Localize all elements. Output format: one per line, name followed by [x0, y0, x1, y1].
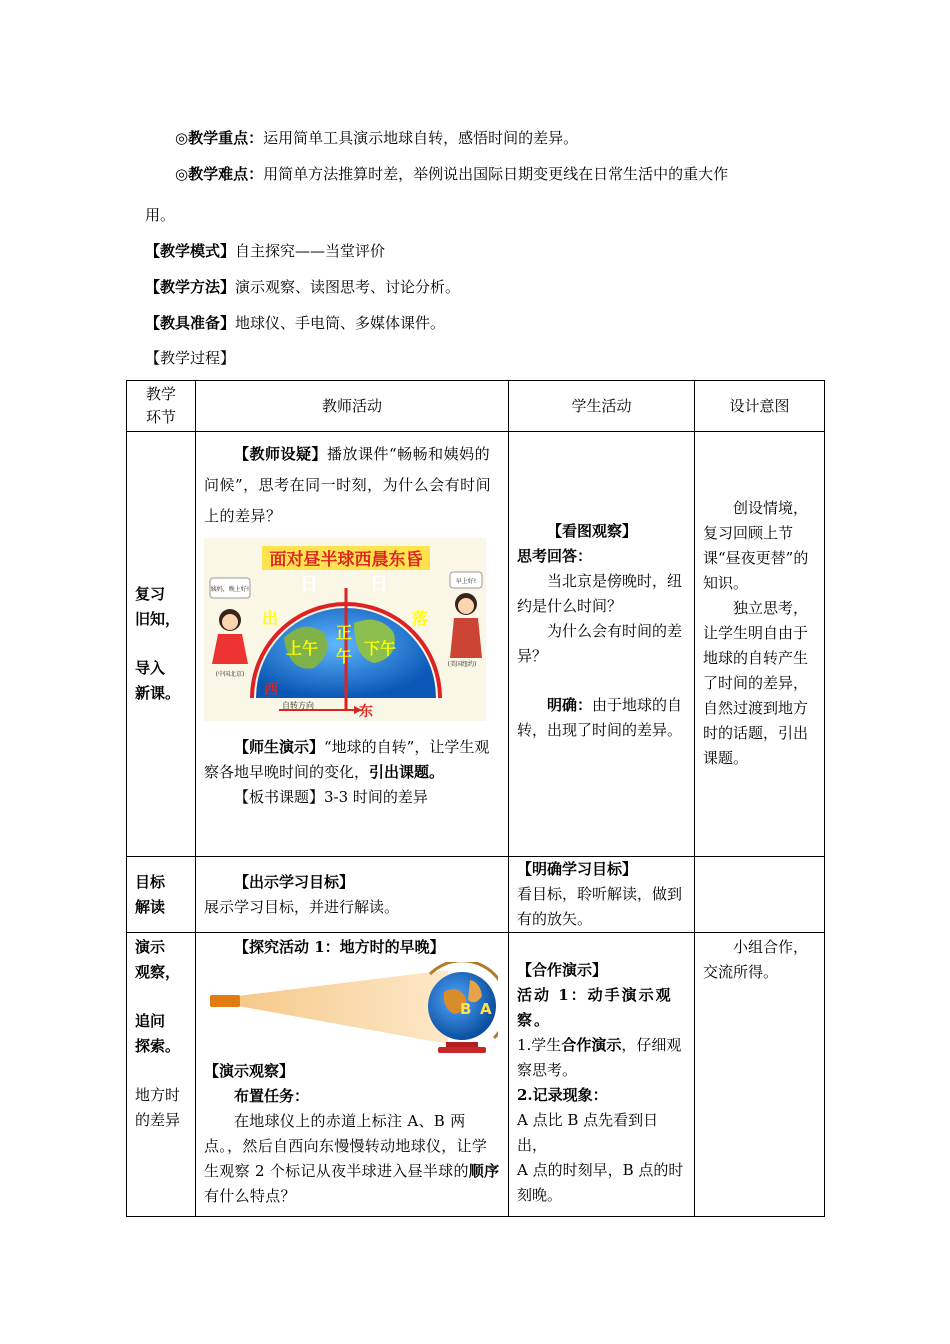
flashlight-body: [210, 995, 240, 1007]
student-label: 【看图观察】: [547, 522, 638, 540]
coop-step4: A 点的时刻早，B 点的时刻晚。: [517, 1161, 684, 1204]
coop-step3: A 点比 B 点先看到日出，: [517, 1111, 659, 1154]
teaching-prep: [145, 311, 820, 335]
task-text: [204, 1109, 500, 1209]
prep-label: 【教具准备】: [145, 314, 236, 332]
method-text: 演示观察、读图思考、讨论分析。: [235, 278, 461, 296]
student-gap: [517, 669, 686, 693]
stage-gap: [135, 985, 187, 1009]
figure-zheng: 正: [336, 623, 353, 642]
method-label: 【教学方法】: [145, 278, 236, 296]
goal-text: 展示学习目标，并进行解读。: [204, 898, 400, 916]
task-label-line: [204, 1084, 500, 1109]
demo-text: “地球的自转”，让学生观察各地早晚时间的变化，: [204, 738, 490, 781]
student-observe: [517, 519, 686, 544]
student-cell: [509, 432, 695, 857]
coop-step2-line: [517, 1083, 686, 1108]
stage-cell: [127, 432, 196, 857]
goal-label: 【出示学习目标】: [234, 873, 355, 891]
student-cell: [509, 857, 695, 933]
table-row: [127, 432, 825, 857]
demo-observe-label: 【演示观察】: [204, 1062, 295, 1080]
task-bold: 顺序: [468, 1162, 500, 1180]
student-clear: [517, 693, 686, 743]
demo-bold: 引出课题。: [369, 763, 445, 781]
student-think: [517, 544, 686, 569]
stage-line: 复习: [135, 585, 166, 603]
teaching-mode: [145, 239, 820, 263]
stage-sub-line: 地方时: [135, 1086, 181, 1104]
flashlight-globe-figure: [208, 962, 498, 1056]
task-text-a: 在地球仪上的赤道上标注 A、B 两点。，然后自西向东慢慢转动地球仪，让学生观察 2 个标记从夜半球进入昼半球的: [204, 1112, 488, 1180]
globe-stand: [446, 1042, 478, 1047]
coop-step1: [517, 1033, 686, 1083]
coop-label-line: [517, 958, 686, 983]
goal-label-line: [204, 870, 500, 895]
lesson-table: [126, 380, 825, 1217]
coop-step2: 2.记录现象：: [517, 1086, 608, 1104]
stage-line: 导入: [135, 659, 166, 677]
globe-base: [438, 1047, 486, 1053]
stage-cell: [127, 933, 196, 1217]
globe-label-b: B: [460, 1000, 472, 1018]
globe-label-a: A: [480, 1000, 492, 1018]
mode-text: 自主探究——当堂评价: [235, 242, 386, 260]
figure-ri-right: 日: [370, 574, 388, 595]
table-row: [127, 857, 825, 933]
student-goal-label: 【明确学习目标】: [517, 860, 638, 878]
figure-wu: 午: [336, 647, 353, 666]
woman-caption: (美国纽约): [447, 661, 477, 668]
figure-ri-left: 日: [300, 574, 318, 595]
focus-text: 运用简单工具演示地球自转，感悟时间的差异。: [263, 129, 579, 147]
step1-b: 合作演示: [561, 1036, 622, 1054]
stage-gap: [135, 1059, 187, 1083]
clear-label: 明确：: [547, 696, 593, 714]
teacher-demo: [204, 735, 500, 785]
stage-line: 目标: [135, 872, 166, 891]
table-header-row: [127, 381, 825, 432]
teaching-process: [145, 346, 820, 370]
stage-line: 演示: [135, 938, 166, 956]
girl-caption: (中国北京): [215, 671, 245, 678]
mode-label: 【教学模式】: [145, 242, 236, 260]
figure-luo: 落: [412, 609, 429, 628]
teaching-difficulty-cont: [145, 203, 820, 227]
teacher-cell: [196, 432, 509, 857]
intent-cell: [695, 933, 825, 1217]
girl-bubble-text: 姨妈，晚上好!: [210, 586, 250, 593]
figure-title: 面对昼半球西晨东昏: [269, 550, 423, 570]
activity-label-line: [204, 935, 500, 960]
figure-afternoon: 下午: [364, 639, 397, 658]
prep-text: 地球仪、手电筒、多媒体课件。: [235, 314, 446, 332]
figure-chu: 出: [262, 609, 279, 628]
intent-cell: [695, 857, 825, 933]
stage-line: 新课。: [135, 684, 181, 702]
teaching-difficulty: [175, 162, 850, 186]
question-text: 播放课件“畅畅和姨妈的问候”，思考在同一时刻，为什么会有时间上的差异？: [204, 445, 492, 525]
table-row: [127, 933, 825, 1217]
light-beam: [238, 970, 448, 1044]
student-goal-label-line: [517, 857, 686, 882]
header-student: 学生活动: [509, 381, 695, 432]
intent-1: 创设情境，复习回顾上节课“昼夜更替”的知识。: [703, 499, 809, 592]
header-stage: 教学 环节: [127, 381, 196, 432]
teaching-focus: [175, 126, 850, 150]
coop-activity: 活动 1：动手演示观察。: [517, 986, 673, 1029]
teaching-method: [145, 275, 820, 299]
student-q2: 为什么会有时间的差异？: [517, 622, 683, 665]
focus-label: ◎教学重点：: [175, 129, 264, 147]
stage-line: 探索。: [135, 1037, 181, 1055]
difficulty-label: ◎教学难点：: [175, 165, 264, 183]
figure-west: 西: [264, 682, 278, 698]
woman-bubble-text: 早上好!: [455, 578, 477, 585]
difficulty-text-cont: 用。: [145, 206, 176, 224]
stage-line: 解读: [135, 897, 166, 916]
activity-label: 【探究活动 1：地方时的早晚】: [234, 938, 445, 956]
stage-gap: [135, 632, 187, 656]
teacher-cell: [196, 933, 509, 1217]
student-think-label: 思考回答：: [517, 547, 593, 565]
intent-cell: [695, 432, 825, 857]
demo-observe-label-line: [204, 1059, 500, 1084]
stage-line: 追问: [135, 1012, 166, 1030]
task-text-b: 有什么特点？: [204, 1187, 296, 1205]
coop-label: 【合作演示】: [517, 961, 608, 979]
demo-label: 【师生演示】: [234, 738, 325, 756]
difficulty-text: 用简单方法推算时差，举例说出国际日期变更线在日常生活中的重大作: [263, 165, 729, 183]
intent-2: 独立思考，让学生明自由于地球的自转产生了时间的差异，自然过渡到地方时的话题，引出课题。: [703, 599, 809, 767]
teacher-question: [204, 439, 500, 532]
figure-morning: 上午: [286, 639, 319, 658]
header-intent: 设计意图: [695, 381, 825, 432]
stage-cell: [127, 857, 196, 933]
stage-line: 观察，: [135, 963, 181, 981]
question-label: 【教师设疑】: [234, 445, 328, 463]
step1-a: 1.学生: [517, 1036, 562, 1054]
stage-sub-line: 的差异: [135, 1111, 181, 1129]
step1-c: ，仔细观察思考。: [517, 1036, 682, 1079]
student-q1: 当北京是傍晚时，纽约是什么时间？: [517, 572, 683, 615]
intent-3: 小组合作，交流所得。: [703, 938, 809, 981]
teacher-cell: [196, 857, 509, 933]
figure-rotation-label: 自转方向: [282, 701, 314, 710]
clear-text: 由于地球的自转，出现了时间的差异。: [517, 696, 683, 739]
board-title: 【板书课题】3-3 时间的差异: [234, 788, 428, 806]
stage-line: 旧知，: [135, 610, 181, 628]
coop-activity-line: [517, 983, 686, 1033]
process-label: 【教学过程】: [145, 349, 236, 367]
student-cell: [509, 933, 695, 1217]
student-goal-text: 看目标，聆听解读，做到有的放矢。: [517, 885, 683, 928]
header-teacher: 教师活动: [196, 381, 509, 432]
figure-east: 东: [359, 704, 373, 720]
task-label: 布置任务：: [234, 1087, 310, 1105]
day-night-figure: [204, 538, 486, 721]
